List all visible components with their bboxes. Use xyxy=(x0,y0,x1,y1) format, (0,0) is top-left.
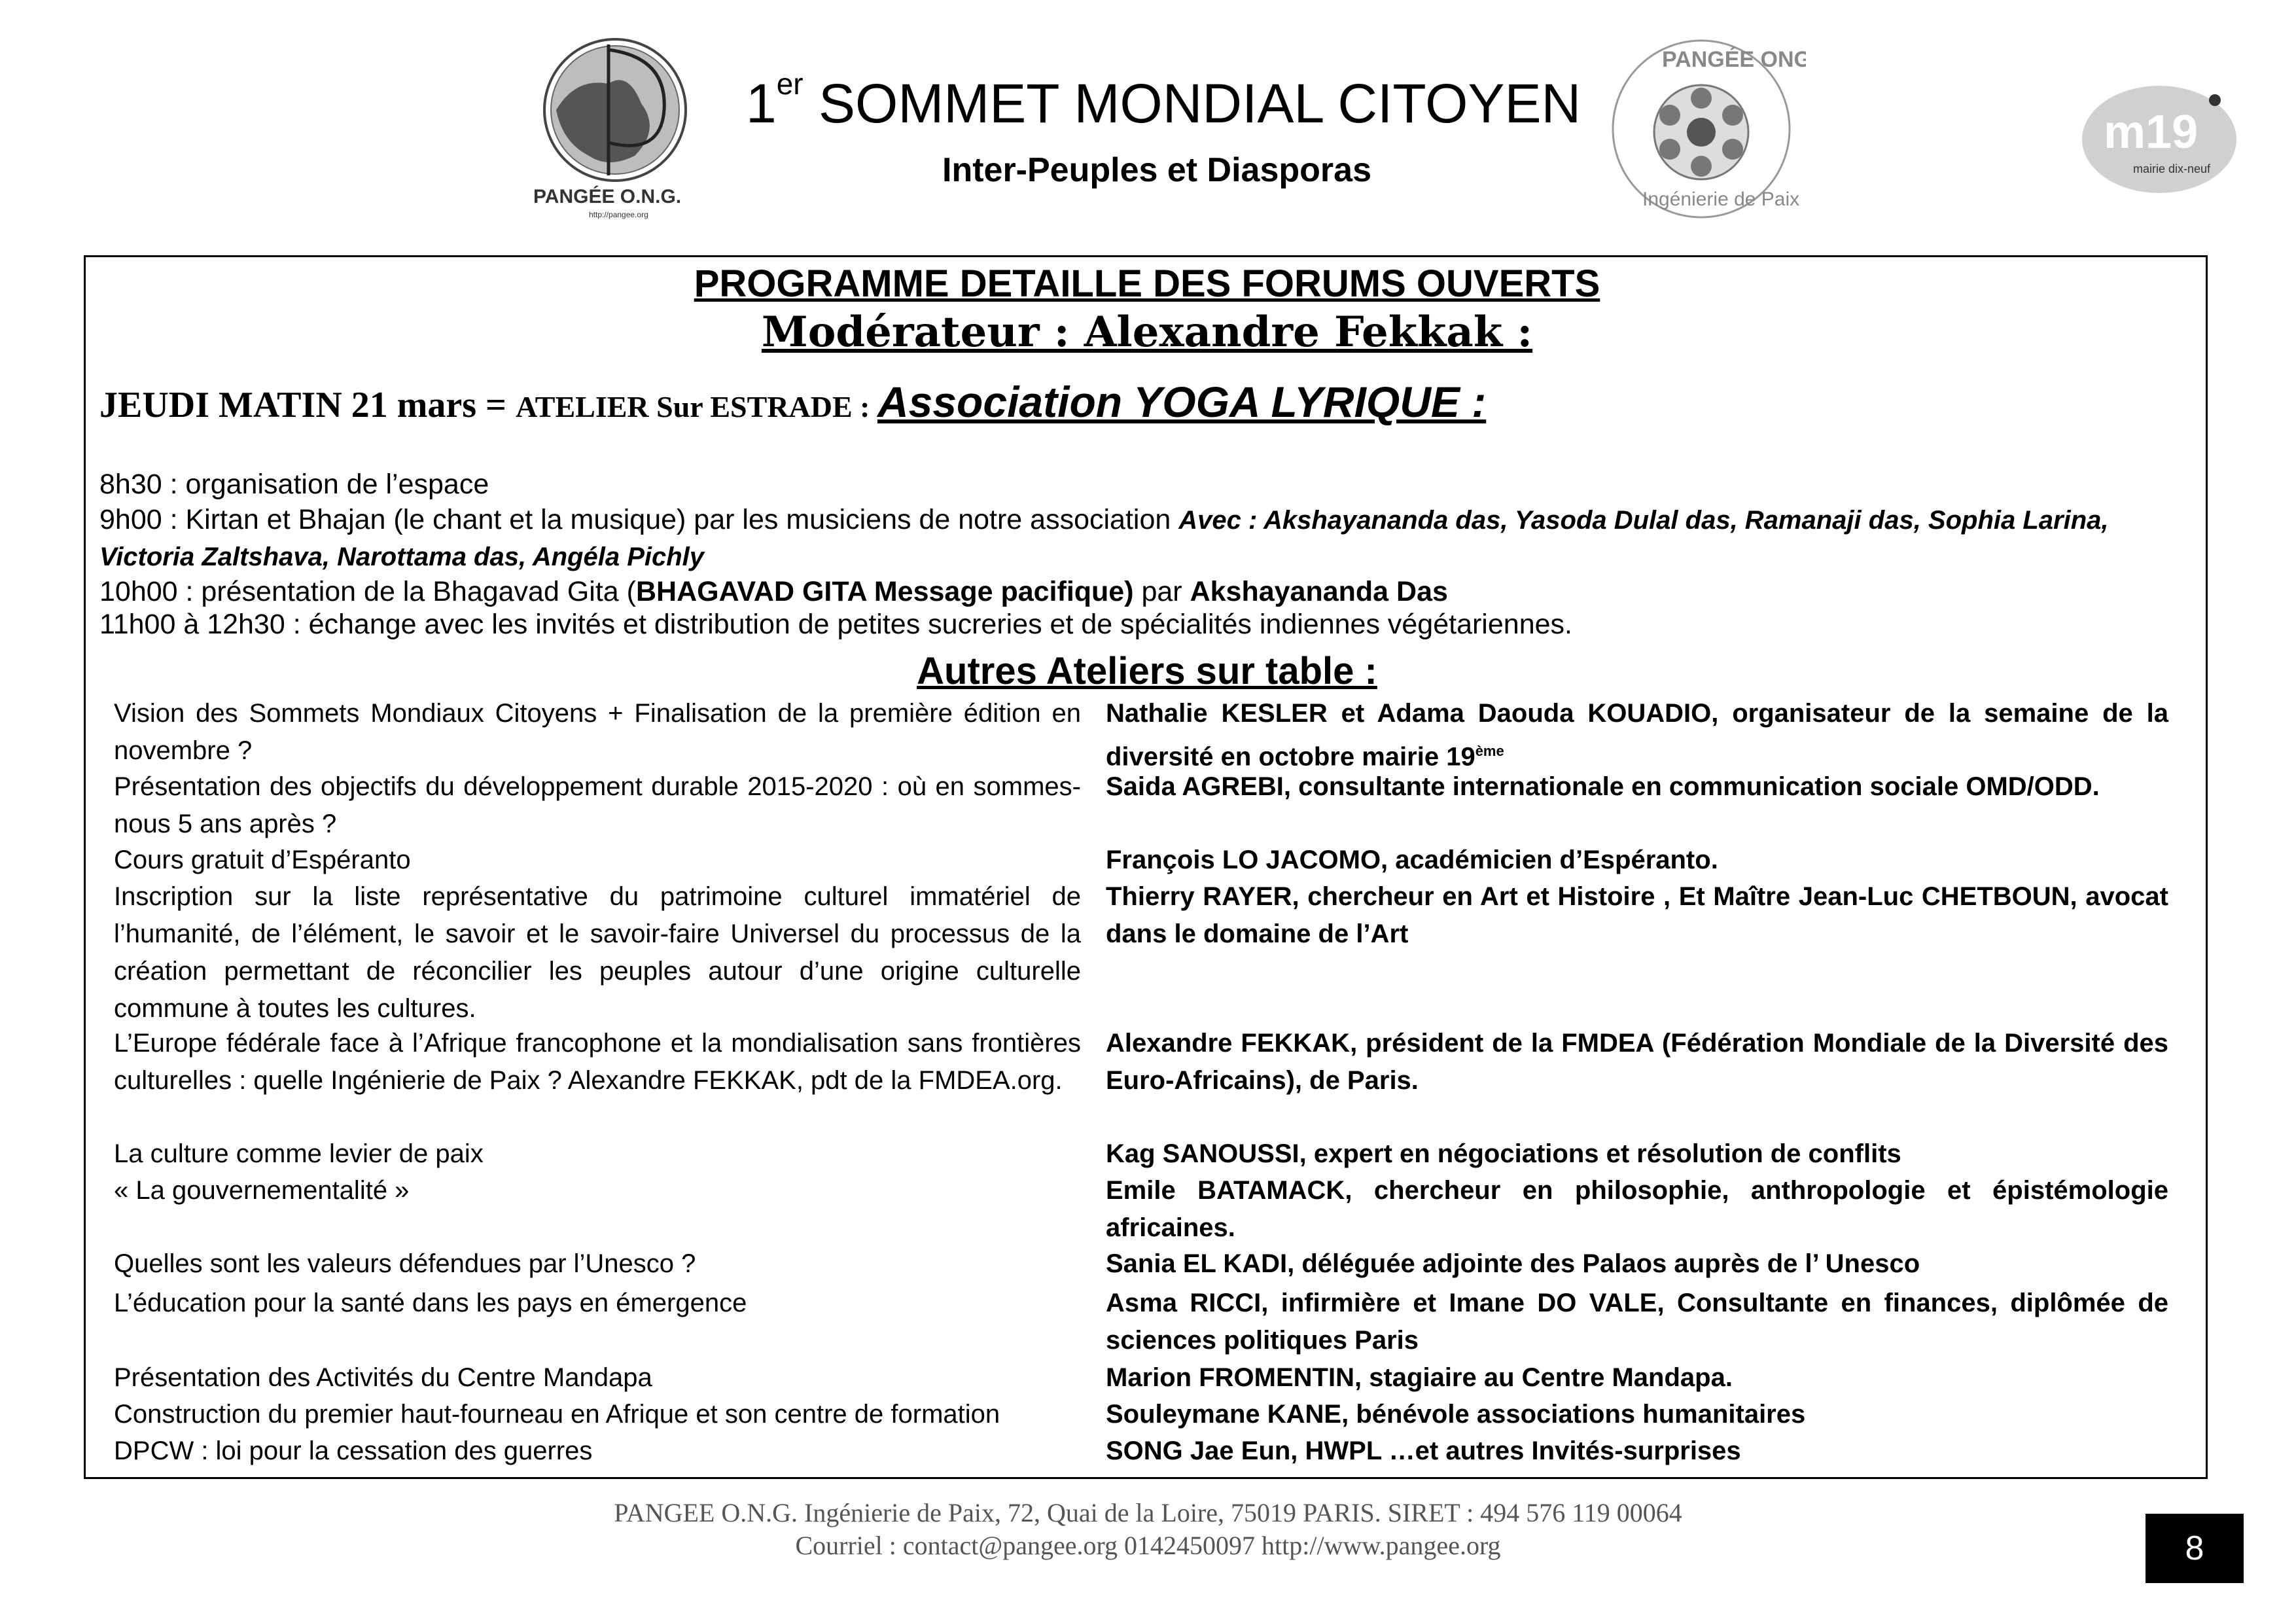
atelier-topic: La culture comme levier de paix xyxy=(114,1139,484,1168)
atelier-speaker: Souleymane KANE, bénévole associations humanitaires xyxy=(1106,1400,1806,1429)
atelier-speaker: Sania EL KADI, déléguée adjointe des Palaos auprès de l’ Unesco xyxy=(1106,1249,1920,1278)
atelier-speaker: Marion FROMENTIN, stagiaire au Centre Mandapa. xyxy=(1106,1363,1733,1392)
footer-contact: Courriel : contact@pangee.org 0142450097 http://www.pangee.org xyxy=(795,1531,1501,1560)
atelier-label: ATELIER Sur ESTRADE : xyxy=(515,390,877,423)
atelier-speaker: Kag SANOUSSI, expert en négociations et résolution de conflits xyxy=(1106,1139,1901,1168)
page-number: 8 xyxy=(2146,1514,2244,1583)
atelier-speaker: Nathalie KESLER et Adama Daouda KOUADIO, organisateur de la semaine de la diversité en octobre mairie 19ème xyxy=(1106,699,2168,772)
atelier-topic: Vision des Sommets Mondiaux Citoyens + Finalisation de la première édition en novembre ? xyxy=(114,699,1081,765)
day-session-line xyxy=(99,377,1486,427)
atelier-speaker: SONG Jae Eun, HWPL …et autres Invités-surprises xyxy=(1106,1436,1741,1465)
pangee-logo xyxy=(530,31,707,221)
atelier-speaker: François LO JACOMO, académicien d’Espéranto. xyxy=(1106,846,1718,874)
atelier-topic: Inscription sur la liste représentative du patrimoine culturel immatériel de l’humanité, de l’élément, le savoir et le savoir-faire Universel du processus de la création permettant de réconcilier les peuples autour d’une origine culturelle commune à toutes les cultures. xyxy=(114,882,1081,1023)
summit-title xyxy=(746,67,1597,135)
atelier-topic: Présentation des objectifs du développement durable 2015-2020 : où en sommes-nous 5 ans après ? xyxy=(114,772,1081,838)
title-sup: er xyxy=(776,67,804,101)
ong-logo-bottom-text: Ingénierie de Paix xyxy=(1642,188,1800,210)
ong-logo-top-text: PANGÉE ONG xyxy=(1662,47,1806,72)
day-label: JEUDI MATIN 21 mars = xyxy=(99,385,516,425)
atelier-speaker: Thierry RAYER, chercheur en Art et Histoire , Et Maître Jean-Luc CHETBOUN, avocat dans le domaine de l’Art xyxy=(1106,882,2168,948)
m19-logo xyxy=(2081,77,2238,195)
programme-heading: PROGRAMME DETAILLE DES FORUMS OUVERTS xyxy=(694,262,1600,305)
title-text: SOMMET MONDIAL CITOYEN xyxy=(818,73,1581,134)
m19-logo-sub: mairie dix-neuf xyxy=(2133,162,2211,175)
schedule-item: Victoria Zaltshava, Narottama das, Angéla Pichly xyxy=(99,543,705,571)
footer-address: PANGEE O.N.G. Ingénierie de Paix, 72, Quai de la Loire, 75019 PARIS. SIRET : 494 576 119 00064 xyxy=(614,1498,1682,1527)
summit-subtitle: Inter-Peuples et Diasporas xyxy=(942,151,1371,189)
schedule-item: 11h00 à 12h30 : échange avec les invités et distribution de petites sucreries et de spécialités indiennes végétariennes. xyxy=(99,609,1572,640)
title-number: 1 xyxy=(746,73,777,134)
pangee-logo-url: http://pangee.org xyxy=(589,210,648,219)
atelier-topic: Cours gratuit d’Espéranto xyxy=(114,846,411,874)
m19-logo-text: m19 xyxy=(2104,106,2199,158)
atelier-topic: DPCW : loi pour la cessation des guerres xyxy=(114,1436,593,1465)
atelier-topic: Quelles sont les valeurs défendues par l’Unesco ? xyxy=(114,1249,696,1278)
atelier-speaker: Saida AGREBI, consultante internationale en communication sociale OMD/ODD. xyxy=(1106,772,2100,801)
moderator-heading: Modérateur : Alexandre Fekkak : xyxy=(761,308,1533,357)
atelier-topic: L’Europe fédérale face à l’Afrique francophone et la mondialisation sans frontières culturelles : quelle Ingénierie de Paix ? Alexandre FEKKAK, pdt de la FMDEA.org. xyxy=(114,1029,1081,1095)
pangee-ong-logo xyxy=(1597,34,1806,224)
atelier-speaker: Emile BATAMACK, chercheur en philosophie, anthropologie et épistémologie africaines. xyxy=(1106,1176,2168,1242)
pangee-logo-text: PANGÉE O.N.G. xyxy=(533,186,682,207)
schedule-item: 10h00 : présentation de la Bhagavad Gita (BHAGAVAD GITA Message pacifique) par Akshayananda Das xyxy=(99,576,1448,607)
atelier-topic: Présentation des Activités du Centre Mandapa xyxy=(114,1363,652,1392)
atelier-topic: Construction du premier haut-fourneau en Afrique et son centre de formation xyxy=(114,1400,1000,1429)
schedule-item: 9h00 : Kirtan et Bhajan (le chant et la musique) par les musiciens de notre association Avec : Akshayananda das, Yasoda Dulal das, Ramanaji das, Sophia Larina, xyxy=(99,504,2109,535)
schedule-item: 8h30 : organisation de l’espace xyxy=(99,469,489,500)
atelier-topic: L’éducation pour la santé dans les pays en émergence xyxy=(114,1289,747,1317)
atelier-speaker: Asma RICCI, infirmière et Imane DO VALE, Consultante en finances, diplômée de sciences politiques Paris xyxy=(1106,1289,2168,1355)
atelier-speaker: Alexandre FEKKAK, président de la FMDEA (Fédération Mondiale de la Diversité des Euro-Africains), de Paris. xyxy=(1106,1029,2168,1095)
association-name: Association YOGA LYRIQUE : xyxy=(877,378,1487,426)
atelier-topic: « La gouvernementalité » xyxy=(114,1176,410,1205)
autres-ateliers-heading: Autres Ateliers sur table : xyxy=(917,650,1377,692)
